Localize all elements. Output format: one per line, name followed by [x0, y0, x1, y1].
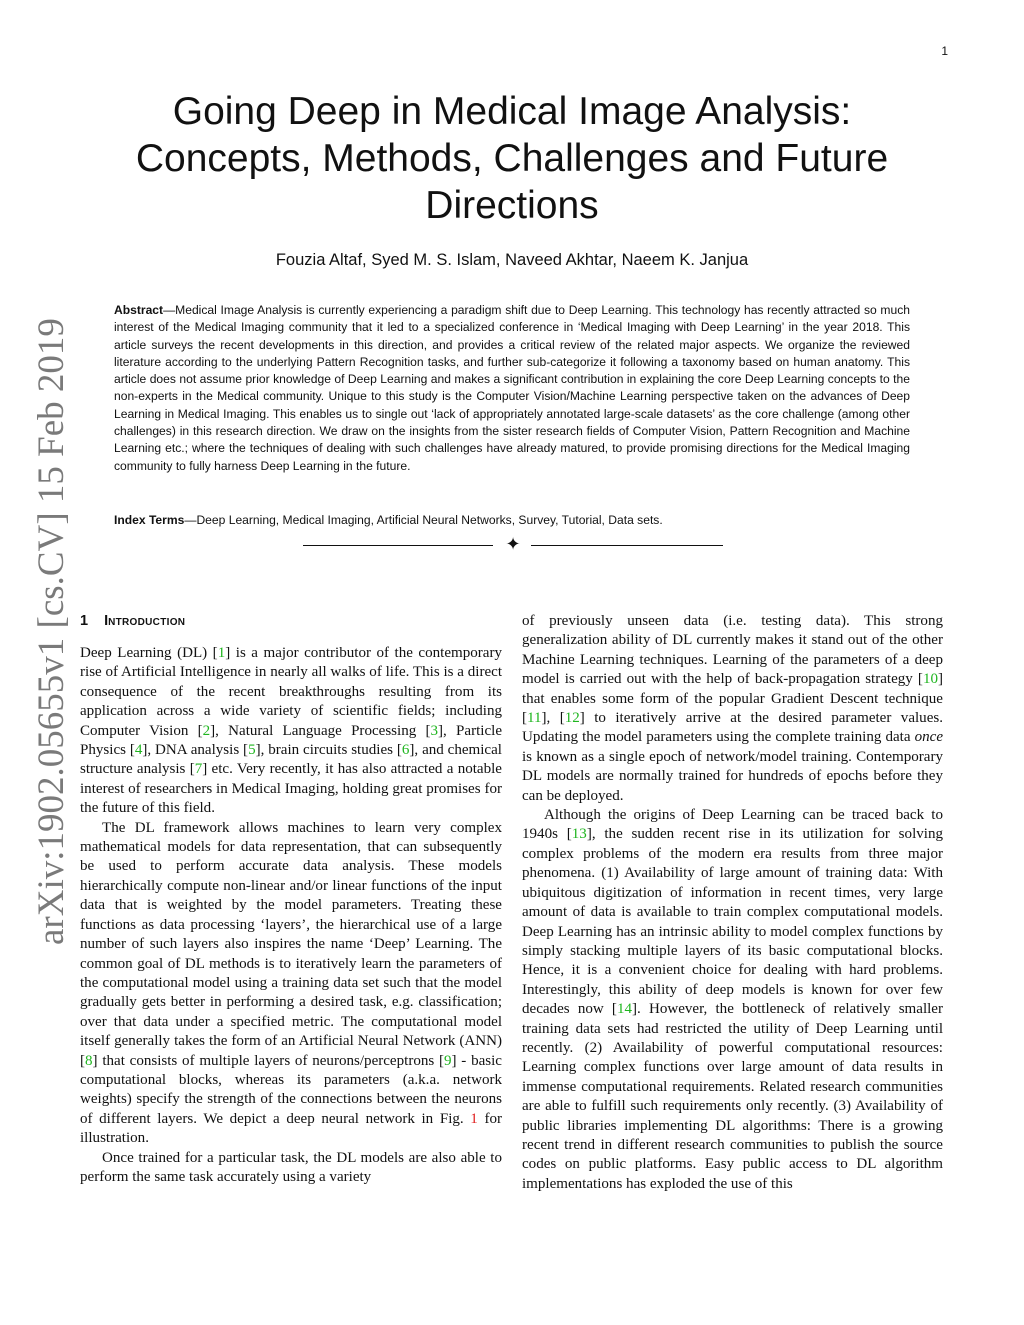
paragraph-text: ] that enables some form of the popular Gradient Descent technique [	[522, 671, 943, 727]
paragraph-text: ] that consists of multiple layers of neurons/perceptrons [	[92, 1052, 444, 1069]
citation-link[interactable]: 9	[444, 1052, 452, 1069]
page-number: 1	[941, 44, 948, 58]
divider-line-left	[303, 545, 493, 546]
abstract-label: Abstract	[114, 303, 164, 317]
abstract-text: —Medical Image Analysis is currently experiencing a paradigm shift due to Deep Learning. This technology has recently attracted so much interest of the Medical Imaging community that it led to a specialized conference in ‘Medical Imaging with Deep Learning’ in the year 2018. This article surveys the recent developments in this direction, and provides a critical review of the related major aspects. We organize the reviewed literature according to the underlying Pattern Recognition tasks, and further sub-categorize it following a taxonomy based on human anatomy. This article does not assume prior knowledge of Deep Learning and makes a significant contribution in explaining the core Deep Learning concepts to the non-experts in the Medical community. Unique to this study is the Computer Vision/Machine Learning perspective taken on the advances of Deep Learning in Medical Imaging. This enables us to single out ‘lack of appropriately annotated large-scale datasets’ as the core challenge (among other challenges) in this research direction. We draw on the insights from the sister research fields of Computer Vision, Pattern Recognition and Machine Learning etc.; where the techniques of dealing with such challenges have already matured, to provide promising directions for the Medical Imaging community to fully harness Deep Learning in the future.	[114, 303, 910, 473]
arxiv-identifier-stamp: arXiv:1902.05655v1 [cs.CV] 15 Feb 2019	[31, 318, 72, 945]
paragraph-text: ] to iteratively arrive at the desired parameter values. Updating the model parameters using the complete training data	[522, 710, 943, 746]
paragraph-text: ], the sudden recent rise in its utilization for solving complex problems of the modern era results from three major phenomena. (1) Availability of large amount of training data: With ubiquitous digitization of information in recent times, very large amount of data is available to train complex computational models. Deep Learning has an intrinsic ability to model complex functions by simply stacking multiple layers of its basic computational blocks. Hence, it is a convenient choice for dealing with hard problems. Interestingly, this ability of deep models is known for over few decades now [	[522, 826, 943, 1018]
paragraph-text: Deep Learning (DL) [	[80, 645, 218, 661]
paragraph-text: ] - basic computational blocks, whereas its parameters (a.k.a. network weights) specify the strength of the connections between the neurons of different layers. We depict a deep neural network in Fig.	[80, 1052, 502, 1127]
citation-link[interactable]: 4	[134, 742, 143, 759]
section-heading-introduction	[80, 612, 502, 631]
paragraph-text: ], Particle Physics [	[80, 722, 503, 759]
citation-link[interactable]: 7	[194, 761, 203, 778]
paragraph-text: Although the origins of Deep Learning can be traced back to 1940s [	[522, 807, 943, 843]
paper-title	[100, 88, 924, 229]
paragraph-text: is known as a single epoch of network/model training. Contemporary DL models are normally trained for hundreds of epochs before they can be deployed.	[522, 748, 943, 804]
title-line-3: Directions	[425, 184, 599, 227]
intro-paragraph-2	[80, 819, 502, 1149]
citation-link[interactable]: 8	[85, 1052, 93, 1069]
paragraph-text: ]. However, the bottleneck of relatively smaller training data sets had restricted the utility of Deep Learning until recently. (2) Availability of powerful computational resources: Learning complex functions over large amount of data results in immense computational requirements. Related research communities are able to fulfill such requirements only recently. (3) Availability of public libraries implementing DL algorithms: There is a growing recent trend in different research communities to publish the source codes on public platforms. Easy public access to DL algorithm implementations has exploded the use of this	[522, 1001, 943, 1192]
citation-link[interactable]: 1	[217, 645, 226, 661]
citation-link[interactable]: 2	[202, 722, 211, 739]
paragraph-text: ], [	[541, 710, 565, 727]
paragraph-text: for illustration.	[80, 1110, 502, 1147]
section-title-rest: ntroduction	[108, 613, 186, 629]
intro-paragraph-3-continued	[522, 612, 943, 806]
paragraph-text: ], DNA analysis [	[142, 742, 249, 759]
section-title-initial: I	[104, 613, 109, 629]
citation-link[interactable]: 13	[571, 826, 587, 843]
paragraph-text: of previously unseen data (i.e. testing data). This strong generalization ability of DL currently makes it stand out of the other Machine Learning techniques. Learning of the parameters of a deep model is carried out with the help of back-propagation strategy [	[522, 613, 943, 688]
intro-paragraph-4	[522, 806, 943, 1194]
index-terms-text: —Deep Learning, Medical Imaging, Artificial Neural Networks, Survey, Tutorial, Data sets.	[184, 513, 663, 527]
intro-paragraph-3	[80, 1149, 502, 1188]
citation-link[interactable]: 10	[922, 671, 938, 688]
citation-link[interactable]: 5	[248, 742, 256, 759]
paragraph-text: ], and chemical structure analysis [	[80, 742, 502, 778]
citation-link[interactable]: 6	[401, 742, 410, 759]
citation-link[interactable]: 12	[564, 710, 580, 727]
author-list: Fouzia Altaf, Syed M. S. Islam, Naveed Akhtar, Naeem K. Janjua	[275, 251, 749, 269]
paragraph-text: ] etc. Very recently, it has also attracted a notable interest of researchers in Medical Imaging, holding great promises for the future of this field.	[80, 761, 502, 817]
citation-link[interactable]: 11	[527, 710, 542, 727]
index-terms	[114, 512, 910, 529]
citation-link[interactable]: 3	[430, 722, 439, 739]
index-terms-label: Index Terms	[114, 513, 185, 527]
figure-reference-link[interactable]: 1	[470, 1110, 478, 1127]
paragraph-text: ] is a major contributor of the contemporary rise of Artificial Intelligence in nearly all walks of life. This is a direct consequence of the recent breakthroughs resulting from its application across a wide variety of scientific fields; including Computer Vision [	[80, 645, 502, 739]
section-divider	[303, 534, 723, 555]
section-number: 1	[80, 613, 89, 629]
divider-line-right	[531, 545, 723, 546]
citation-link[interactable]: 14	[616, 1001, 632, 1018]
paragraph-text: ], Natural Language Processing [	[210, 722, 431, 739]
emphasis-text: once	[914, 729, 943, 746]
abstract	[114, 302, 910, 475]
divider-star-icon: ✦	[505, 534, 521, 555]
right-column	[522, 612, 943, 1194]
intro-paragraph-1	[80, 644, 502, 819]
title-line-1: Going Deep in Medical Image Analysis:	[172, 90, 852, 133]
title-line-2: Concepts, Methods, Challenges and Future	[135, 137, 889, 180]
paragraph-text: ], brain circuits studies [	[255, 742, 402, 759]
left-column	[80, 612, 502, 1187]
paragraph-text: The DL framework allows machines to learn very complex mathematical models for data representation, that can subsequently be used to perform accurate data analysis. These models hierarchically compute non-linear and/or linear functions of the input data that is weighted by the model parameters. Treating these functions as data processing ‘layers’, the hierarchical use of a large number of such layers also inspires the name ‘Deep’ Learning. The common goal of DL methods is to iteratively learn the parameters of the computational model using a training data set such that the model gradually gets better in performing a desired task, e.g. classification; over that data under a specified metric. The computational model itself generally takes the form of an Artificial Neural Network (ANN) [	[80, 819, 502, 1069]
paragraph-text: Once trained for a particular task, the DL models are also able to perform the same task accurately using a variety	[80, 1149, 502, 1185]
